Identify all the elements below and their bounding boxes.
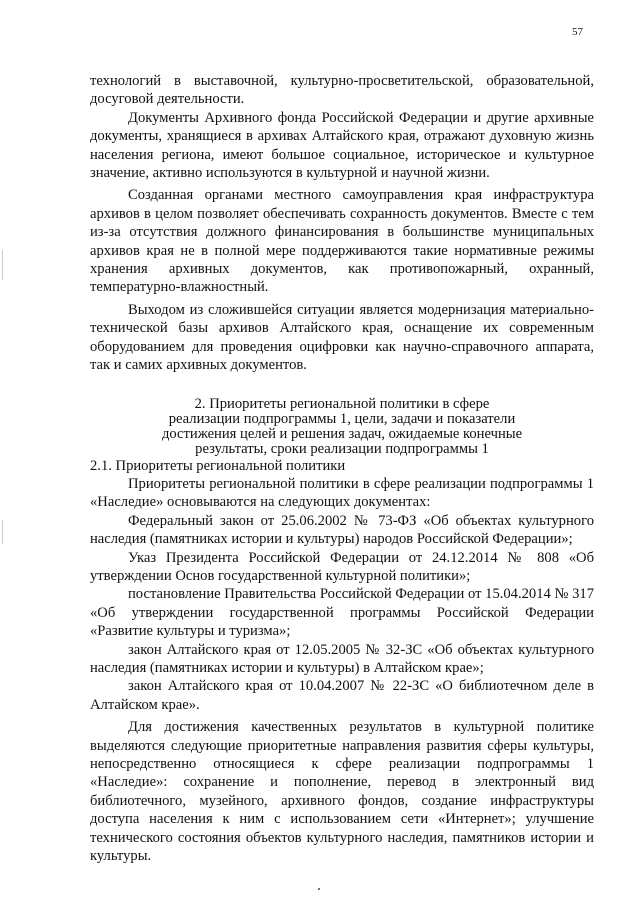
- section-heading-line: реализации подпрограммы 1, цели, задачи и показатели: [168, 410, 516, 427]
- section-heading-line: результаты, сроки реализации подпрограммы 1: [195, 440, 489, 457]
- paragraph: Указ Президента Российской Федерации от 24.12.2014 № 808 «Об утверждении Основ государственной культурной политики»;: [90, 549, 594, 584]
- scan-edge-mark: [2, 250, 3, 280]
- paragraph: Для достижения качественных результатов в культурной политике выделяются следующие приоритетные направления развития сферы культуры, непосредственно относящиеся к сфере реализации подпрограммы 1 «Наследие»: сохранение и пополнение, перевод в электронный вид библиотечного, музейного, архивного фондов, создание инфраструктуры доступа населения к ним с использованием сети «Интернет»; улучшение технического состояния объектов культурного наследия, памятников истории и культуры.: [90, 719, 594, 865]
- section-heading: [90, 397, 594, 457]
- page-number: 57: [572, 26, 583, 38]
- paragraph: технологий в выставочной, культурно-просветительской, образовательной, досуговой деятельности.: [90, 73, 594, 108]
- paragraph: закон Алтайского края от 12.05.2005 № 32-ЗС «Об объектах культурного наследия (памятниках истории и культуры) в Алтайском крае»;: [90, 641, 594, 676]
- paragraph: закон Алтайского края от 10.04.2007 № 22-ЗС «О библиотечном деле в Алтайском крае».: [90, 678, 594, 713]
- paragraph: Федеральный закон от 25.06.2002 № 73-ФЗ «Об объектах культурного наследия (памятниках истории и культуры) народов Российской Федерации»;: [90, 512, 594, 548]
- paragraph: Созданная органами местного самоуправления края инфраструктура архивов в целом позволяет обеспечивать сохранность документов. Вместе с тем из-за отсутствия должного финансирования в большинстве муниципальных архивов края не в полной мере поддерживаются такие нормативные режимы хранения архивных документов, как противопожарный, охранный, температурно-влажностный.: [90, 187, 594, 296]
- paragraph: Приоритеты региональной политики в сфере реализации подпрограммы 1 «Наследие» основываются на следующих документах:: [90, 475, 594, 511]
- scan-speck: [318, 888, 320, 890]
- section-heading-line: достижения целей и решения задач, ожидаемые конечные: [161, 425, 523, 442]
- paragraph: постановление Правительства Российской Федерации от 15.04.2014 № 317 «Об утверждении государственной программы Российской Федерации «Развитие культуры и туризма»;: [90, 586, 594, 640]
- subsection-heading: 2.1. Приоритеты региональной политики: [90, 457, 346, 474]
- paragraph: Документы Архивного фонда Российской Федерации и другие архивные документы, хранящиеся в архивах Алтайского края, отражают духовную жизнь населения региона, имеют большое социальное, историческое и культурное значение, активно используются в культурной и научной жизни.: [90, 109, 594, 182]
- paragraph: Выходом из сложившейся ситуации является модернизация материально-технической базы архивов Алтайского края, оснащение их современным оборудованием для проведения оцифровки как научно-справочного аппарата, так и самих архивных документов.: [90, 301, 594, 374]
- scan-edge-mark: [2, 520, 3, 544]
- section-heading-line: 2. Приоритеты региональной политики в сфере: [194, 395, 490, 412]
- document-body: [90, 72, 594, 865]
